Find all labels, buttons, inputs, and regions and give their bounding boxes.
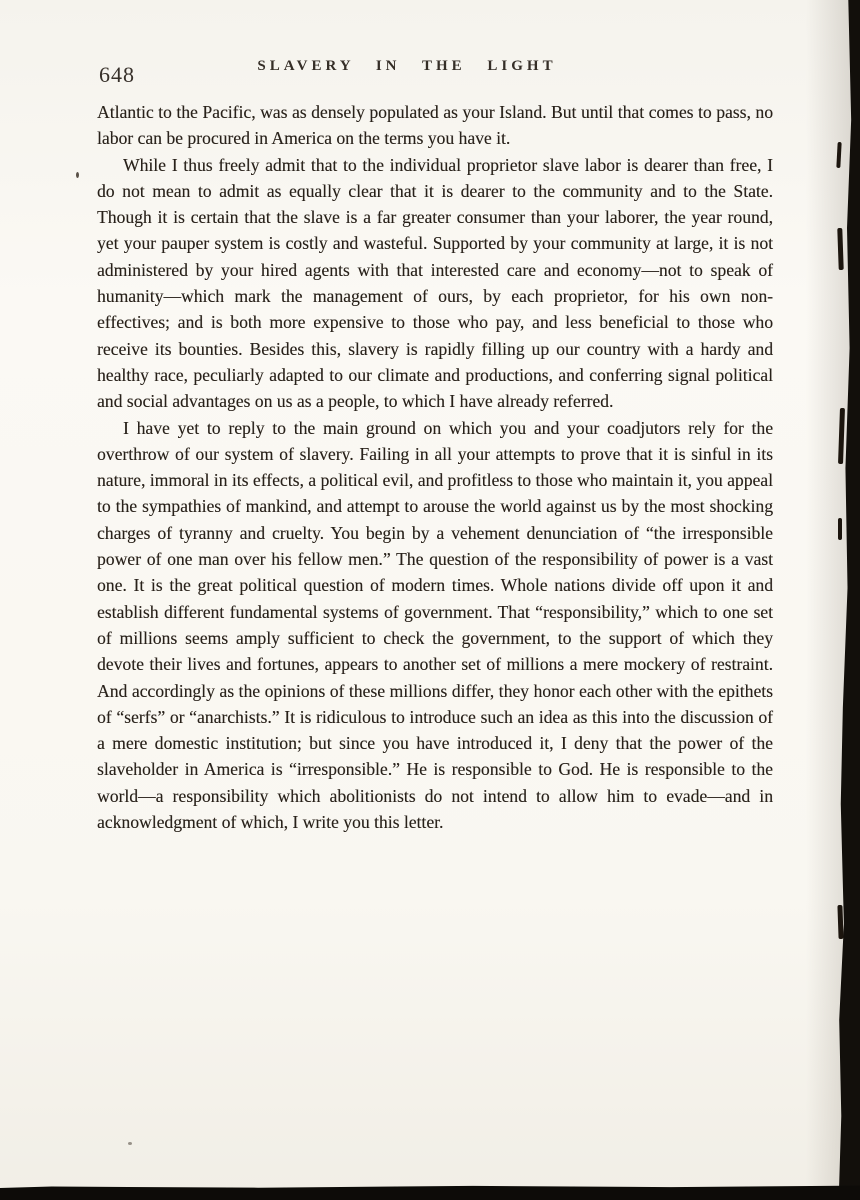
scan-artifact [837, 228, 843, 270]
scan-artifact [836, 142, 841, 168]
scan-edge-right [834, 0, 860, 1200]
page-header [97, 56, 773, 86]
scan-artifact [76, 172, 79, 178]
paragraph: I have yet to reply to the main ground on which you and your coadjutors rely for the overthrow of our system of slavery. Failing in all your attempts to prove that it is sinful in its nature, immoral in its effects, a political evil, and profitless to those who maintain it, you appeal to the sympathies of mankind, and attempt to arouse the world against us by the most shocking charges of tyranny and cruelty. You begin by a vehement denunciation of “the irresponsible power of one man over his fellow men.” The question of the responsibility of power is a vast one. It is the great political question of modern times. Whole nations divide off upon it and establish different fundamental systems of government. That “responsibility,” which to one set of millions seems amply sufficient to check the government, to the support of which they devote their lives and fortunes, appears to another set of millions a mere mockery of restraint. And accordingly as the opinions of these millions differ, they honor each other with the epithets of “serfs” or “anarchists.” It is ridiculous to introduce such an idea as this into the discussion of a mere domestic institution; but since you have introduced it, I deny that the power of the slaveholder in America is “irresponsible.” He is responsible to God. He is responsible to the world—a responsibility which abolitionists do not intend to allow him to evade—and in acknowledgment of which, I write you this letter. [97, 417, 773, 833]
scan-artifact [838, 408, 845, 464]
scan-artifact [128, 1142, 132, 1145]
scan-edge-bottom [0, 1185, 860, 1200]
scan-artifact [837, 905, 843, 939]
page-body [97, 99, 773, 835]
running-header: SLAVERY IN THE LIGHT [257, 58, 557, 74]
paragraph: While I thus freely admit that to the individual proprietor slave labor is dearer than free, I do not mean to admit as equally clear that it is dearer to the community and to the State. Though it is certain that the slave is a far greater consumer than your laborer, the year round, yet your pauper system is costly and wasteful. Supported by your community at large, it is not administered by your hired agents with that interested care and economy—not to speak of humanity—which mark the management of ours, by each proprietor, for his own non-effectives; and is both more expensive to those who pay, and less beneficial to those who receive its bounties. Besides this, slavery is rapidly filling up our country with a hardy and healthy race, peculiarly adapted to our climate and productions, and conferring signal political and social advantages on us as a people, to which I have already referred. [97, 154, 773, 412]
page-number: 648 [99, 62, 135, 87]
paragraph-continuation: Atlantic to the Pacific, was as densely populated as your Island. But until that comes to pass, no labor can be procured in America on the terms you have it. [97, 102, 773, 149]
scan-artifact [838, 518, 842, 540]
